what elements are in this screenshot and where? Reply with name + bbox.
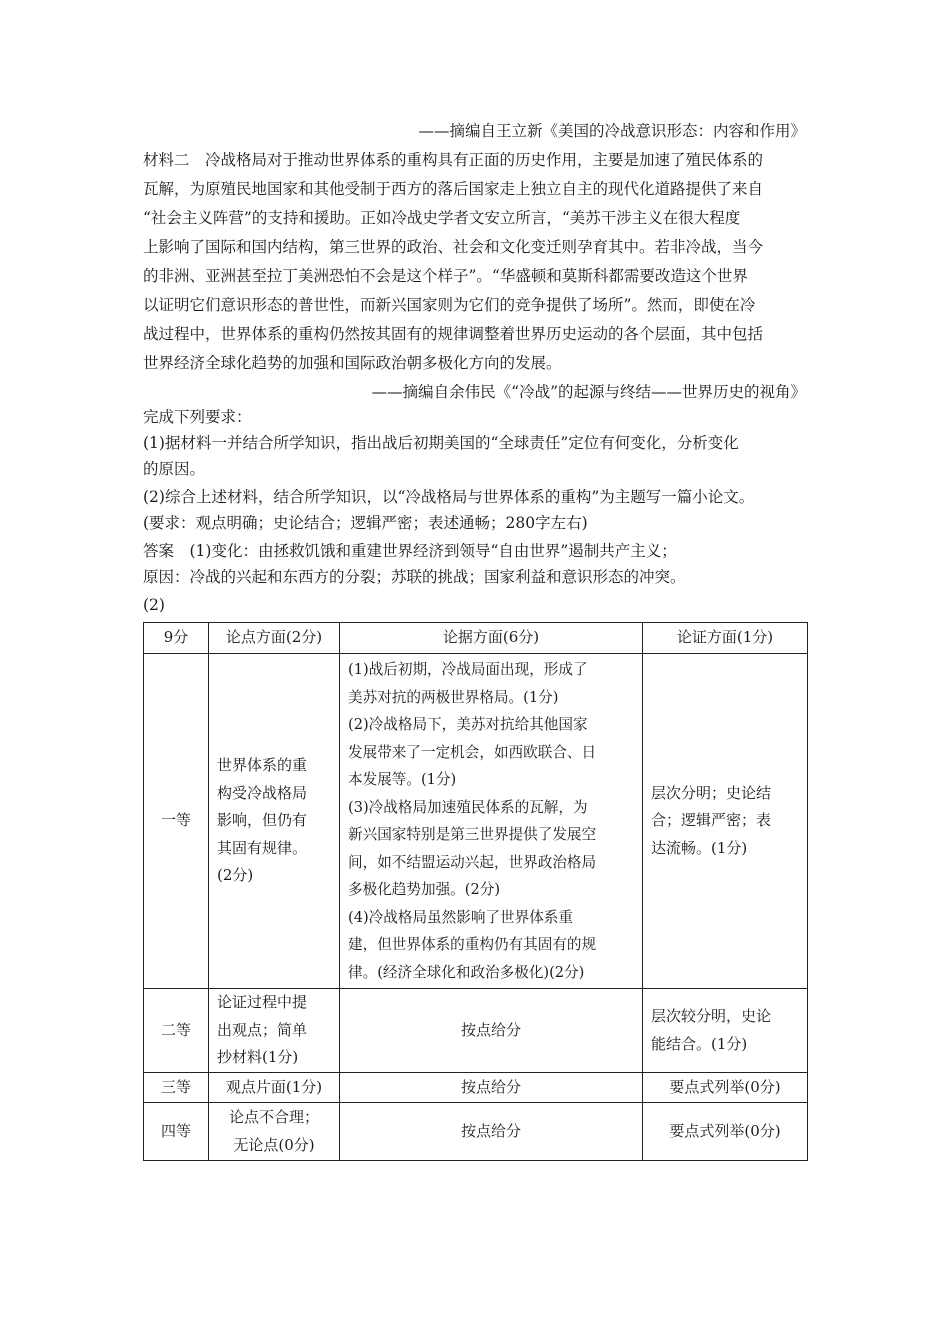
material-2-line: 战过程中，世界体系的重构仍然按其固有的规律调整着世界历史运动的各个层面，其中包括 [143, 325, 764, 343]
grade-cell: 三等 [144, 1073, 209, 1103]
material-2-line: “社会主义阵营”的支持和援助。正如冷战史学者文安立所言，“美苏干涉主义在很大程度 [143, 209, 741, 227]
cell-line: 构受冷战格局 [217, 783, 308, 802]
source-citation-1: ——摘编自王立新《美国的冷战意识形态：内容和作用》 [418, 122, 806, 140]
cell-line: 出观点；简单 [217, 1020, 308, 1039]
answer-part-2-label: (2) [143, 596, 165, 614]
cell-line: (4)冷战格局虽然影响了世界体系重 [348, 908, 573, 926]
material-2-line: 以证明它们意识形态的普世性，而新兴国家则为它们的竞争提供了场所”。然而，即使在冷 [143, 296, 756, 314]
cell-line: 论点不合理； [228, 1108, 319, 1126]
grade-cell: 一等 [144, 654, 209, 989]
question-1-line: (1)据材料一并结合所学知识，指出战后初期美国的“全球责任”定位有何变化，分析变化 [143, 434, 739, 452]
material-2-line: 上影响了国际和国内结构，第三世界的政治、社会和文化变迁则孕育其中。若非冷战，当今 [143, 238, 764, 256]
cell-line: 多极化趋势加强。(2分) [348, 881, 501, 898]
cell-line: 合；逻辑严密；表 [651, 811, 772, 830]
thesis-cell [209, 1103, 340, 1161]
cell-line: 建，但世界体系的重构仍有其固有的规 [348, 936, 597, 953]
material-2-line: 瓦解，为原殖民地国家和其他受制于西方的落后国家走上独立自主的现代化道路提供了来自 [143, 180, 764, 198]
answer-line: 答案 (1)变化：由拯救饥饿和重建世界经济到领导“自由世界”遏制共产主义； [143, 542, 677, 560]
argument-cell [643, 989, 808, 1073]
table-row-grade-4 [144, 1103, 808, 1161]
material-2-line: 材料二 冷战格局对于推动世界体系的重构具有正面的历史作用，主要是加速了殖民体系的 [143, 151, 764, 169]
requirements-title: 完成下列要求： [143, 408, 252, 426]
evidence-cell: 按点给分 [340, 989, 643, 1073]
header-evidence: 论据方面(6分) [340, 623, 643, 654]
cell-line: 其固有规律。 [217, 838, 308, 857]
cell-line: 论证过程中提 [217, 993, 308, 1012]
question-2-requirements: (要求：观点明确；史论结合；逻辑严密；表述通畅；280字左右) [143, 514, 588, 532]
question-1-line: 的原因。 [143, 460, 206, 478]
cell-line: 达流畅。(1分) [651, 838, 748, 857]
argument-cell: 要点式列举(0分) [643, 1103, 808, 1161]
cell-line: 影响，但仍有 [217, 811, 308, 830]
cell-line: (1)战后初期，冷战局面出现，形成了 [348, 661, 588, 678]
cell-line: 律。(经济全球化和政治多极化)(2分) [348, 963, 585, 981]
grade-cell: 四等 [144, 1103, 209, 1161]
cell-line: (2)冷战格局下，美苏对抗给其他国家 [348, 716, 588, 733]
cell-line: 本发展等。(1分) [348, 771, 457, 788]
cell-line: (3)冷战格局加速殖民体系的瓦解，为 [348, 798, 588, 816]
thesis-cell [209, 989, 340, 1073]
table-row-grade-3 [144, 1073, 808, 1103]
cell-line: (2分) [217, 866, 254, 885]
cell-line: 无论点(0分) [233, 1135, 315, 1154]
evidence-cell [340, 654, 643, 989]
cell-line: 新兴国家特别是第三世界提供了发展空 [348, 826, 597, 843]
cell-line: 层次分明；史论结 [651, 783, 772, 802]
header-argument: 论证方面(1分) [643, 623, 808, 654]
table-row-grade-1 [144, 654, 808, 989]
answer-line: 原因：冷战的兴起和东西方的分裂；苏联的挑战；国家利益和意识形态的冲突。 [143, 568, 686, 586]
evidence-cell: 按点给分 [340, 1103, 643, 1161]
source-citation-2: ——摘编自余伟民《“冷战”的起源与终结——世界历史的视角》 [371, 383, 806, 401]
scoring-rubric-table [143, 622, 808, 1161]
cell-line: 世界体系的重 [217, 756, 308, 775]
thesis-cell: 观点片面(1分) [209, 1073, 340, 1103]
table-row-grade-2 [144, 989, 808, 1073]
cell-line: 抄材料(1分) [217, 1048, 299, 1067]
table-header-row [144, 623, 808, 654]
grade-cell: 二等 [144, 989, 209, 1073]
material-2-line: 的非洲、亚洲甚至拉丁美洲恐怕不会是这个样子”。“华盛顿和莫斯科都需要改造这个世界 [143, 267, 748, 285]
cell-line: 能结合。(1分) [651, 1034, 748, 1053]
header-score: 9分 [144, 623, 209, 654]
header-thesis: 论点方面(2分) [209, 623, 340, 654]
cell-line: 间，如不结盟运动兴起，世界政治格局 [348, 853, 597, 871]
material-2-line: 世界经济全球化趋势的加强和国际政治朝多极化方向的发展。 [143, 354, 562, 372]
evidence-cell: 按点给分 [340, 1073, 643, 1103]
question-2-line: (2)综合上述材料，结合所学知识，以“冷战格局与世界体系的重构”为主题写一篇小论文。 [143, 488, 755, 506]
cell-line: 发展带来了一定机会，如西欧联合、日 [348, 743, 597, 761]
cell-line: 美苏对抗的两极世界格局。(1分) [348, 688, 559, 706]
argument-cell [643, 654, 808, 989]
argument-cell: 要点式列举(0分) [643, 1073, 808, 1103]
cell-line: 层次较分明，史论 [651, 1007, 772, 1025]
thesis-cell [209, 654, 340, 989]
